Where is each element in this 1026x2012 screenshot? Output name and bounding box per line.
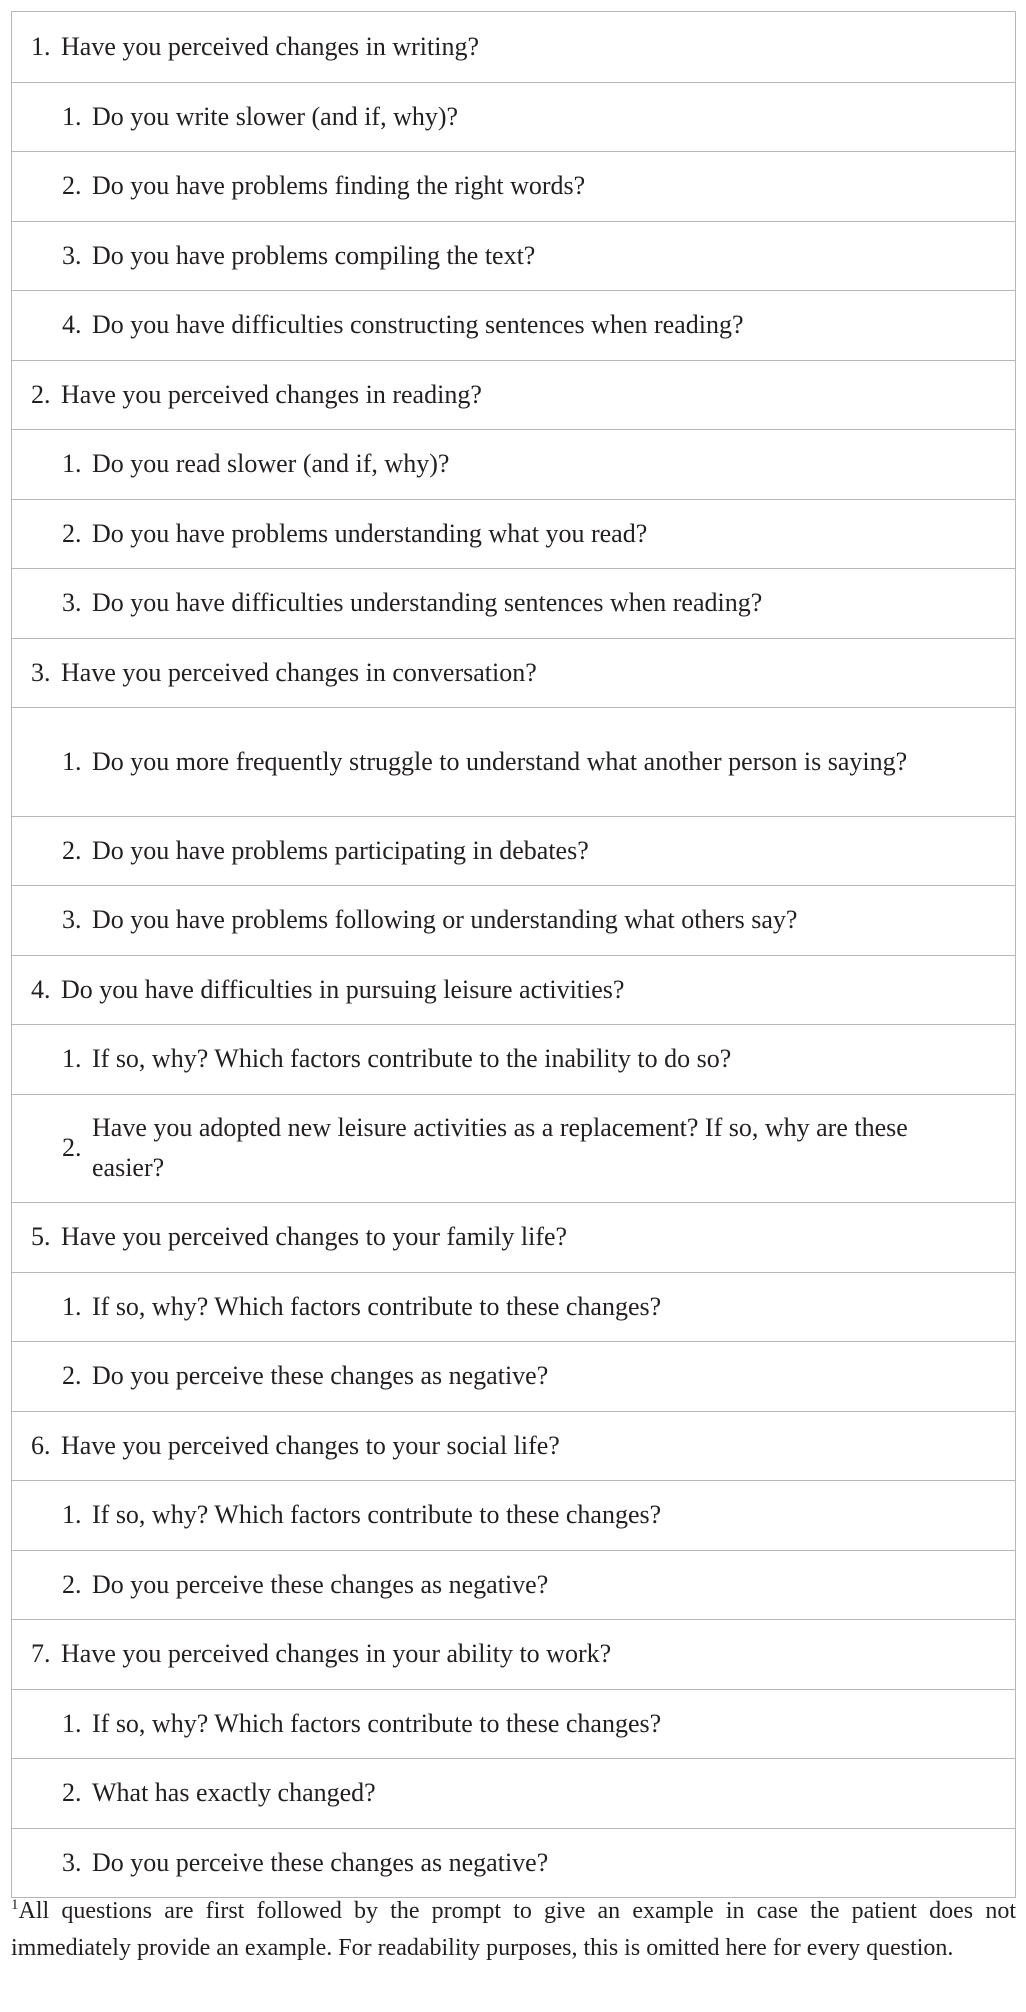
- question-number: 3.: [31, 657, 51, 687]
- question-number: 1.: [31, 31, 51, 61]
- sub-question-row: [12, 1094, 1015, 1203]
- question-text: Do you have problems finding the right words?: [92, 171, 586, 201]
- question-row: [12, 360, 1015, 430]
- sub-question-row: [12, 1480, 1015, 1550]
- question-row: [12, 955, 1015, 1025]
- question-number: 3.: [62, 905, 82, 935]
- question-number: 6.: [31, 1430, 51, 1460]
- question-text: Do you write slower (and if, why)?: [92, 101, 459, 131]
- question-text: What has exactly changed?: [92, 1778, 376, 1808]
- question-text: Have you adopted new leisure activities as a replacement? If so, why are these easier?: [92, 1113, 908, 1183]
- question-text: Do you read slower (and if, why)?: [92, 449, 450, 479]
- question-number: 4.: [62, 310, 82, 340]
- sub-question-row: [12, 1689, 1015, 1759]
- question-number: 1.: [62, 449, 82, 479]
- sub-question-row: [12, 499, 1015, 569]
- question-number: 2.: [31, 379, 51, 409]
- question-number: 2.: [62, 1133, 82, 1163]
- question-text: Do you have problems following or understanding what others say?: [92, 905, 798, 935]
- sub-question-row: [12, 1550, 1015, 1620]
- question-text: Have you perceived changes in your ability to work?: [61, 1639, 612, 1669]
- sub-question-row: [12, 151, 1015, 221]
- question-text: Do you more frequently struggle to understand what another person is saying?: [92, 746, 908, 776]
- question-text: If so, why? Which factors contribute to these changes?: [92, 1708, 662, 1738]
- question-number: 2.: [62, 1361, 82, 1391]
- question-text: Do you have problems participating in debates?: [92, 835, 589, 865]
- sub-question-row: [12, 707, 1015, 816]
- sub-question-row: [12, 816, 1015, 886]
- question-text: Do you have problems understanding what you read?: [92, 518, 648, 548]
- question-number: 1.: [62, 101, 82, 131]
- question-number: 5.: [31, 1222, 51, 1252]
- sub-question-row: [12, 429, 1015, 499]
- question-text: Have you perceived changes to your social life?: [61, 1430, 560, 1460]
- question-text: If so, why? Which factors contribute to these changes?: [92, 1291, 662, 1321]
- question-number: 7.: [31, 1639, 51, 1669]
- sub-question-row: [12, 1024, 1015, 1094]
- question-text: If so, why? Which factors contribute to the inability to do so?: [92, 1044, 732, 1074]
- sub-question-row: [12, 1272, 1015, 1342]
- sub-question-row: [12, 1758, 1015, 1828]
- question-text: Do you perceive these changes as negative?: [92, 1361, 549, 1391]
- question-number: 3.: [62, 1847, 82, 1877]
- question-number: 2.: [62, 171, 82, 201]
- sub-question-row: [12, 1828, 1015, 1898]
- question-text: Do you have difficulties understanding sentences when reading?: [92, 588, 763, 618]
- question-number: 2.: [62, 1778, 82, 1808]
- question-text: Have you perceived changes in conversation?: [61, 657, 537, 687]
- question-number: 1.: [62, 1044, 82, 1074]
- question-number: 3.: [62, 588, 82, 618]
- question-row: [12, 1619, 1015, 1689]
- footnote-text: All questions are first followed by the prompt to give an example in case the patient does not immediately provide an example. For readability purposes, this is omitted here for every question.: [11, 1898, 1016, 1961]
- question-row: [12, 12, 1015, 82]
- sub-question-row: [12, 568, 1015, 638]
- question-text: Do you perceive these changes as negative?: [92, 1847, 549, 1877]
- question-text: Do you have difficulties in pursuing leisure activities?: [61, 974, 625, 1004]
- question-text: Have you perceived changes to your family life?: [61, 1222, 568, 1252]
- question-row: [12, 1202, 1015, 1272]
- questionnaire-table: [11, 11, 1016, 1898]
- sub-question-row: [12, 1341, 1015, 1411]
- question-row: [12, 638, 1015, 708]
- question-text: Do you have difficulties constructing sentences when reading?: [92, 310, 744, 340]
- question-number: 2.: [62, 835, 82, 865]
- question-number: 2.: [62, 1569, 82, 1599]
- question-number: 2.: [62, 518, 82, 548]
- sub-question-row: [12, 221, 1015, 291]
- question-number: 1.: [62, 1708, 82, 1738]
- sub-question-row: [12, 885, 1015, 955]
- footnote: [11, 1893, 1016, 1967]
- question-row: [12, 1411, 1015, 1481]
- question-number: 3.: [62, 240, 82, 270]
- question-text: Do you have problems compiling the text?: [92, 240, 536, 270]
- question-number: 1.: [62, 1291, 82, 1321]
- question-text: Do you perceive these changes as negative?: [92, 1569, 549, 1599]
- question-text: Have you perceived changes in reading?: [61, 379, 482, 409]
- sub-question-row: [12, 82, 1015, 152]
- sub-question-row: [12, 290, 1015, 360]
- question-number: 1.: [62, 746, 82, 776]
- question-number: 1.: [62, 1500, 82, 1530]
- question-text: Have you perceived changes in writing?: [61, 31, 480, 61]
- question-text: If so, why? Which factors contribute to these changes?: [92, 1500, 662, 1530]
- footnote-marker: 1: [11, 1897, 19, 1913]
- question-number: 4.: [31, 974, 51, 1004]
